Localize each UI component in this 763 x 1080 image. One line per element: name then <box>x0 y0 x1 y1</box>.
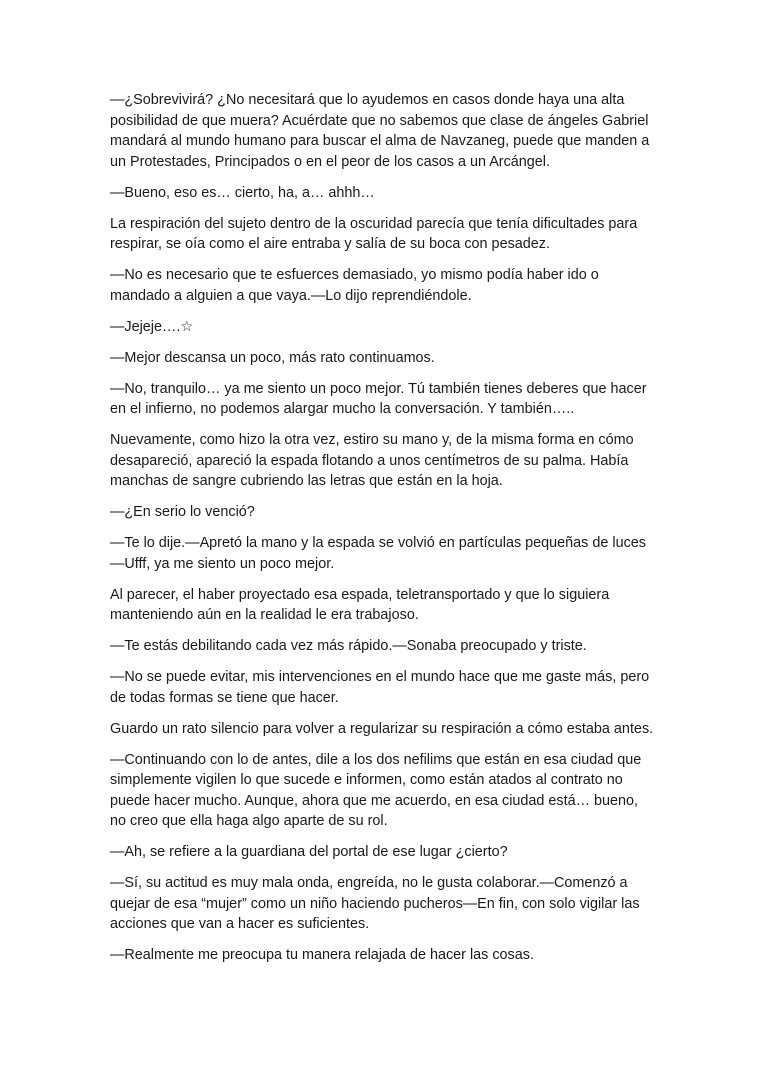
paragraph: —Ah, se refiere a la guardiana del portal de ese lugar ¿cierto? <box>110 844 508 860</box>
paragraph: —¿En serio lo venció? <box>110 504 255 520</box>
paragraph: —¿Sobrevivirá? ¿No necesitará que lo ayudemos en casos donde haya una alta posibilidad de que muera? Acuérdate que no sabemos que clase de ángeles Gabriel mandará al mundo humano para buscar el alma de Navzaneg, puede que manden a un Protestades, Principados o en el peor de los casos a un Arcángel. <box>110 92 650 170</box>
paragraph: Al parecer, el haber proyectado esa espada, teletransportado y que lo siguiera manteniendo aún en la realidad le era trabajoso. <box>110 586 610 623</box>
paragraph: —Realmente me preocupa tu manera relajada de hacer las cosas. <box>110 947 534 963</box>
paragraph: —No es necesario que te esfuerces demasiado, yo mismo podía haber ido o mandado a alguien a que vaya.—Lo dijo reprendiéndole. <box>110 267 599 304</box>
paragraph: La respiración del sujeto dentro de la oscuridad parecía que tenía dificultades para respirar, se oía como el aire entraba y salía de su boca con pesadez. <box>110 215 638 252</box>
paragraph: —Jejeje….☆ <box>110 318 194 335</box>
paragraph: —No, tranquilo… ya me siento un poco mejor. Tú también tienes deberes que hacer en el infierno, no podemos alargar mucho la conversación. Y también….. <box>110 380 647 417</box>
paragraph: —Te estás debilitando cada vez más rápido.—Sonaba preocupado y triste. <box>110 638 587 654</box>
body-text <box>110 90 658 976</box>
paragraph: —Continuando con lo de antes, dile a los dos nefilims que están en esa ciudad que simplemente vigilen lo que sucede e informen, como están atados al contrato no puede hacer mucho. Aunque, ahora que me acuerdo, en esa ciudad está… bueno, no creo que ella haga algo aparte de su rol. <box>110 751 642 829</box>
paragraph: —Te lo dije.—Apretó la mano y la espada se volvió en partículas pequeñas de luces—Ufff, ya me siento un poco mejor. <box>110 535 646 572</box>
paragraph: Guardo un rato silencio para volver a regularizar su respiración a cómo estaba antes. <box>110 720 654 737</box>
paragraph: —Mejor descansa un poco, más rato continuamos. <box>110 349 435 366</box>
paragraph: Nuevamente, como hizo la otra vez, estiro su mano y, de la misma forma en cómo desapareció, apareció la espada flotando a unos centímetros de su palma. Había manchas de sangre cubriendo las letras que están en la hoja. <box>110 432 634 489</box>
paragraph: —No se puede evitar, mis intervenciones en el mundo hace que me gaste más, pero de todas formas se tiene que hacer. <box>110 669 650 706</box>
paragraph: —Bueno, eso es… cierto, ha, a… ahhh… <box>110 184 375 201</box>
paragraph: —Sí, su actitud es muy mala onda, engreída, no le gusta colaborar.—Comenzó a quejar de esa “mujer” como un niño haciendo pucheros—En fin, con solo vigilar las acciones que van a hacer es suficientes. <box>110 875 640 932</box>
